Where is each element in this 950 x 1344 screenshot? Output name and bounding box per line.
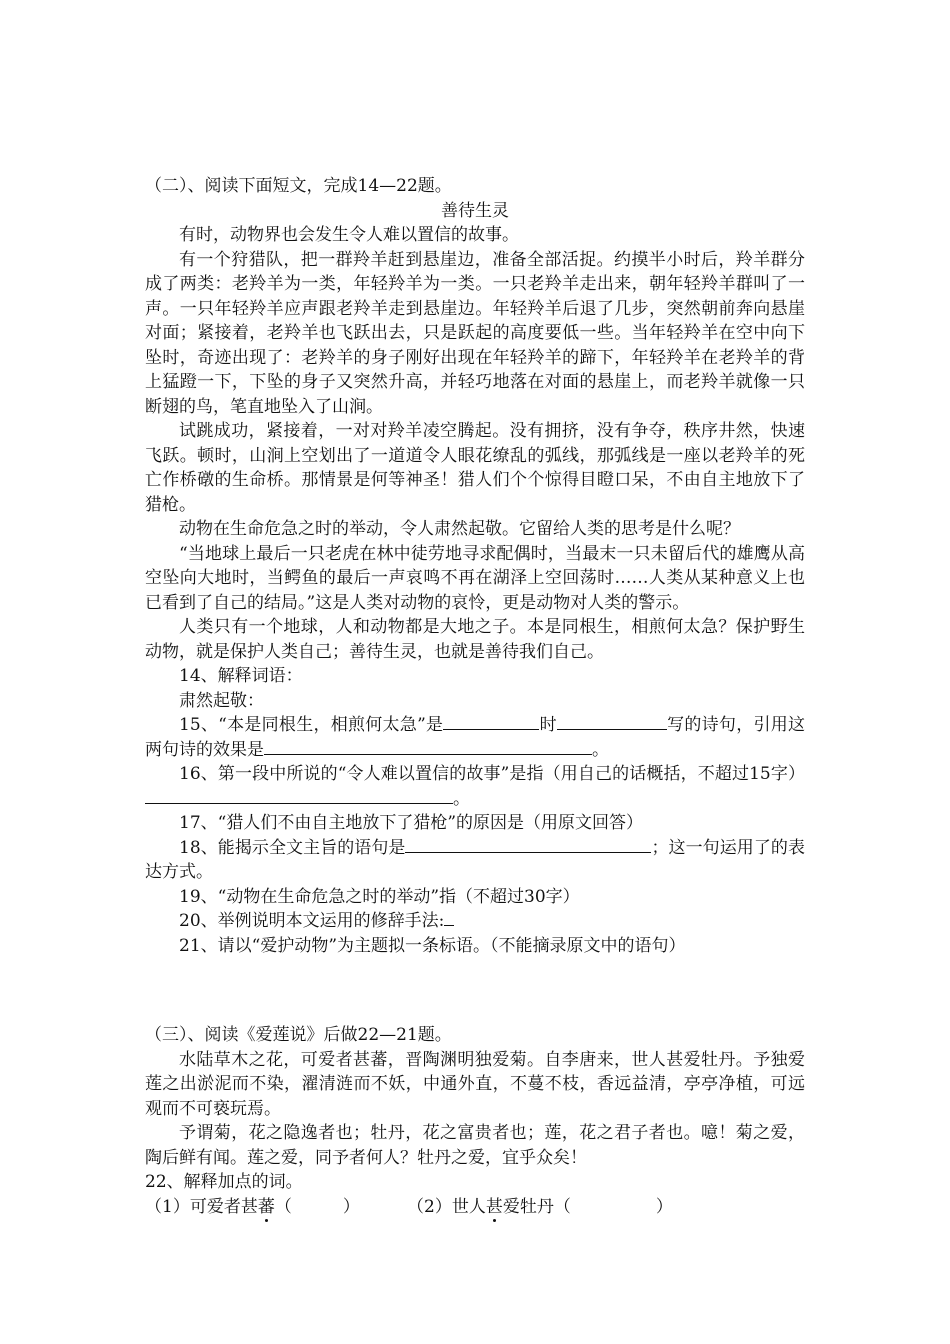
passage-paragraph: 动物在生命危急之时的举动，令人肃然起敬。它留给人类的思考是什么呢？ [179,519,740,539]
answer-blank-rhetoric[interactable] [444,909,454,926]
question-15: 15、“本是同根生，相煎何太急”是 时 写的诗句，引用这两句诗的效果是 。 [145,715,806,760]
question-22-item-2: （2）世人甚爱牡丹（ ） [407,1196,673,1217]
classical-paragraph: 水陆草木之花，可爱者甚蕃，晋陶渊明独爱菊。自李唐来，世人甚爱牡丹。予独爱莲之出淤泥而不染，濯清涟而不妖，中通外直，不蔓不枝，香远益清，亭亭净植，可远观而不可亵玩焉。 [145,1049,805,1119]
section-3-heading: （三）、阅读《爱莲说》后做22—21题。 [145,1025,452,1045]
question-17: 17、“猎人们不由自主地放下了猎枪”的原因是（用原文回答） [179,813,644,833]
section-2-heading: （二）、阅读下面短文，完成14—22题。 [145,176,452,196]
answer-blank-theme[interactable] [405,836,651,853]
question-14: 14、解释词语： [179,666,303,686]
passage-paragraph: 有一个狩猎队，把一群羚羊赶到悬崖边，准备全部活捉。约摸半小时后，羚羊群分成了两类：老羚羊为一类，年轻羚羊为一类。一只老羚羊走出来，朝年轻羚羊群叫了一声。一只年轻羚羊应声跟老羚羊走到悬崖边。年轻羚羊后退了几步，突然朝前奔向悬崖对面；紧接着，老羚羊也飞跃出去，只是跃起的高度要低一些。当年轻羚羊在空中向下坠时，奇迹出现了：老羚羊的身子刚好出现在年轻羚羊的蹄下，年轻羚羊在老羚羊的背上猛蹬一下，下坠的身子又突然升高，并轻巧地落在对面的悬崖上，而老羚羊就像一只断翅的鸟，笔直地坠入了山涧。 [145,249,805,417]
passage-paragraph: 试跳成功，紧接着，一对对羚羊凌空腾起。没有拥挤，没有争夺，秩序井然，快速飞跃。顿时，山涧上空划出了一道道令人眼花缭乱的弧线，那弧线是一座以老羚羊的死亡作桥礅的生命桥。那情景是何等神圣！猎人们个个惊得目瞪口呆，不由自主地放下了猎枪。 [145,421,805,515]
dotted-character: 蕃 [257,1196,275,1217]
question-19: 19、“动物在生命危急之时的举动”指（不超过30字） [179,886,580,907]
passage-paragraph: 有时，动物界也会发生令人难以置信的故事。 [179,225,519,245]
question-22-items [145,1195,805,1220]
dotted-character: 甚 [485,1196,503,1217]
section-3 [145,1023,805,1219]
question-14-term: 肃然起敬： [179,690,264,711]
answer-blank-summary[interactable] [145,787,453,804]
question-21: 21、请以“爱护动物”为主题拟一条标语。（不能摘录原文中的语句） [179,935,686,956]
answer-blank-effect[interactable] [264,738,592,755]
passage-paragraph: “当地球上最后一只老虎在林中徒劳地寻求配偶时，当最末一只未留后代的雄鹰从高空坠向大地时，当鳄鱼的最后一声哀鸣不再在湖泽上空回荡时……人类从某种意义上也已看到了自己的结局。”这是人类对动物的哀怜，更是动物对人类的警示。 [145,543,805,613]
classical-paragraph: 予谓菊，花之隐逸者也；牡丹，花之富贵者也；莲，花之君子者也。噫！菊之爱，陶后鲜有闻。莲之爱，同予者何人？牡丹之爱，宜乎众矣！ [145,1123,805,1168]
section-2 [145,174,805,958]
answer-blank-dynasty[interactable] [443,713,539,730]
question-22-item-1: （1）可爱者甚蕃（ ） [145,1196,360,1217]
question-16: 16、第一段中所说的“令人难以置信的故事”是指（用自己的话概括，不超过15字）。 [145,762,805,811]
question-18: 18、能揭示全文主旨的语句是 ；这一句运用了的表达方式。 [145,837,806,882]
answer-blank-author[interactable] [557,713,667,730]
passage-paragraph: 人类只有一个地球，人和动物都是大地之子。本是同根生，相煎何太急？保护野生动物，就是保护人类自己；善待生灵，也就是善待我们自己。 [145,617,805,662]
passage-title: 善待生灵 [441,200,509,221]
question-22: 22、解释加点的词。 [145,1172,303,1192]
question-20: 20、举例说明本文运用的修辞手法: [145,909,805,934]
